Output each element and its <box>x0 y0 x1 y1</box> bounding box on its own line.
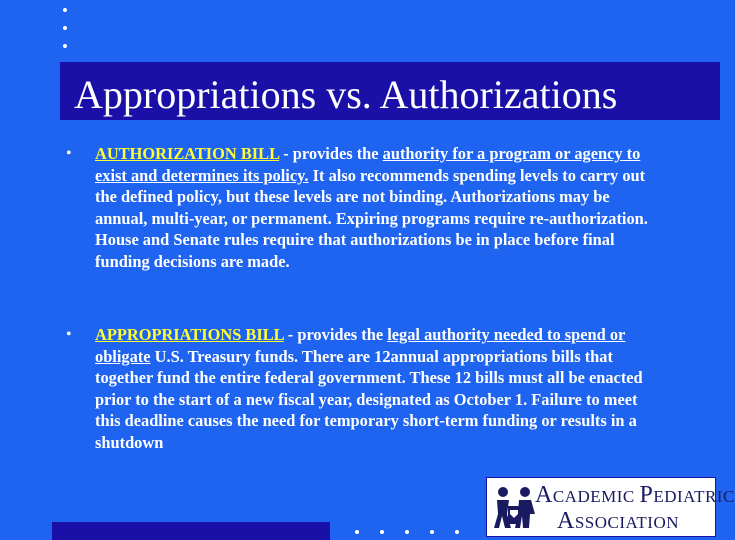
keyword-authorization-bill: AUTHORIZATION BILL <box>95 144 280 163</box>
bullet-underlined-text: legal authority needed to spend or obligate <box>95 325 626 366</box>
logo-text: A <box>535 482 553 508</box>
logo-text: A <box>557 508 575 534</box>
bullet-text <box>95 324 666 453</box>
bullet-icon: • <box>66 145 72 162</box>
decorative-dot <box>455 530 459 534</box>
decorative-dot <box>63 26 67 30</box>
logo-text: P <box>639 482 654 508</box>
bottom-bar <box>52 522 330 540</box>
decorative-dot <box>63 8 67 12</box>
bullet-text-part: - provides the <box>283 325 388 344</box>
logo-text: EDIATRIC <box>653 487 735 506</box>
academic-pediatric-association-logo <box>486 477 735 537</box>
logo-text: SSOCIATION <box>574 513 680 532</box>
bullet-text <box>95 143 666 272</box>
decorative-dot <box>63 44 67 48</box>
logo-line-2 <box>557 508 679 535</box>
decorative-dot <box>405 530 409 534</box>
bullet-authorization <box>66 143 666 272</box>
children-emblem-icon <box>493 484 537 530</box>
bullet-text-part: U.S. Treasury funds. There are 12annual appropriations bills that together fund the entire federal government. These 12 bills must all be enacted prior to the start of a new fiscal year, designated as October 1. Failure to meet this deadline causes the need for temporary short-term funding or results in a shutdown <box>95 346 643 452</box>
decorative-dot <box>430 530 434 534</box>
bullet-text-part: - provides the <box>279 144 383 163</box>
bullet-appropriations <box>66 324 666 453</box>
decorative-dot <box>355 530 359 534</box>
bullet-text-part: It also recommends spending levels to carry out the defined policy, but these levels are not binding. Authorizations may be annual, multi-year, or permanent. Expiring programs require re-authorization. House and Senate rules require that authorizations be in place before final funding decisions are made. <box>95 165 648 271</box>
slide-title: Appropriations vs. Authorizations <box>74 72 618 117</box>
keyword-appropriations-bill: APPROPRIATIONS BILL <box>95 325 284 344</box>
bullet-icon: • <box>66 326 72 343</box>
logo-text: CADEMIC <box>552 487 640 506</box>
bullet-underlined-text: authority for a program or agency to exist and determines its policy. <box>95 144 641 185</box>
decorative-dot <box>380 530 384 534</box>
logo-line-1 <box>535 482 735 509</box>
